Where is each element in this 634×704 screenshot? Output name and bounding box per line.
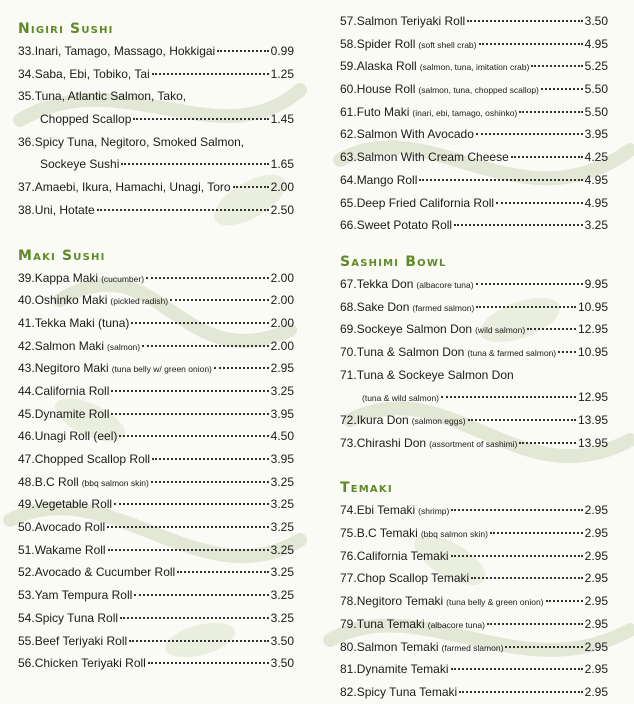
item-price: 2.95	[270, 361, 294, 376]
menu-item	[18, 199, 294, 222]
item-price: 10.95	[577, 299, 608, 314]
item-name: California Roll	[34, 383, 110, 398]
item-name: Sweet Potato Roll	[356, 218, 453, 233]
item-name: Inari, Tamago, Massago, Hokkigai	[34, 44, 216, 58]
item-price: 0.99	[270, 44, 294, 58]
item-price: 2.00	[270, 293, 294, 308]
item-price: 4.95	[584, 195, 608, 210]
item-number: 78.	[340, 594, 357, 609]
item-number: 45.	[18, 406, 35, 421]
item-number: 41.	[18, 315, 35, 330]
menu-item	[340, 146, 608, 169]
dot-leader	[152, 61, 269, 75]
menu-item	[340, 33, 608, 56]
item-name: Unagi Roll (eel)	[34, 429, 118, 444]
dot-leader	[121, 151, 268, 165]
item-number: 54.	[18, 610, 35, 625]
item-note: (tuna & wild salmon)	[362, 393, 440, 404]
menu-item	[340, 522, 608, 545]
menu-item	[18, 403, 294, 426]
item-price: 12.95	[577, 390, 608, 405]
menu-item	[340, 636, 608, 659]
menu-item	[18, 63, 294, 86]
item-price: 3.50	[584, 14, 608, 28]
section-title-nigiri: Nigiri Sushi	[18, 21, 114, 37]
menu-item	[340, 318, 608, 341]
item-price: 2.95	[584, 684, 608, 699]
menu-item	[340, 169, 608, 192]
item-price: 3.50	[270, 656, 294, 671]
item-number: 33.	[18, 44, 35, 58]
item-price: 3.95	[270, 406, 294, 421]
menu-item	[18, 652, 294, 675]
menu-item	[340, 214, 608, 237]
item-note: (wild salmon)	[475, 325, 526, 336]
item-price: 2.95	[584, 639, 608, 654]
menu-item	[340, 296, 608, 319]
item-price: 4.95	[584, 36, 608, 51]
item-name: Spicy Tuna, Negitoro, Smoked Salmon,	[34, 134, 245, 149]
item-name: Yam Tempura Roll	[34, 588, 133, 603]
item-number: 73.	[340, 435, 357, 450]
menu-item	[340, 78, 608, 101]
menu-item	[18, 289, 294, 312]
item-name: Tuna & Salmon Don	[356, 344, 465, 359]
item-number: 62.	[340, 127, 357, 142]
menu-item	[340, 10, 608, 33]
item-note: (cucumber)	[101, 273, 145, 284]
dot-leader	[490, 520, 583, 534]
item-price: 3.95	[270, 452, 294, 467]
dot-leader	[471, 565, 582, 579]
menu-item	[18, 312, 294, 335]
item-name: Chicken Teriyaki Roll	[34, 656, 146, 671]
menu-item	[340, 590, 608, 613]
menu-item	[340, 545, 608, 568]
item-price: 2.00	[270, 315, 294, 330]
item-number: 44.	[18, 383, 35, 398]
item-number: 69.	[340, 322, 357, 337]
item-name: Deep Fried California Roll	[356, 195, 495, 210]
item-note: (bbq salmon skin)	[81, 477, 149, 488]
dot-leader	[531, 53, 582, 67]
item-note: (shrimp)	[418, 506, 450, 517]
item-number: 47.	[18, 452, 35, 467]
item-name: Salmon With Cream Cheese	[356, 150, 509, 165]
item-note: (assortment of sashimi)	[429, 438, 518, 449]
dot-leader	[119, 423, 268, 437]
menu-item	[18, 584, 294, 607]
item-price: 3.25	[270, 474, 294, 489]
item-name: Tekka Maki (tuna)	[34, 315, 130, 330]
dot-leader	[505, 634, 582, 648]
section-title-sashimi: Sashimi Bowl	[340, 253, 447, 270]
item-number: 66.	[340, 218, 357, 233]
item-name: Kappa Maki	[34, 270, 99, 285]
menu-item	[340, 432, 608, 455]
item-note: (bbq salmon skin)	[420, 529, 488, 540]
item-number: 49.	[18, 497, 35, 512]
item-number: 48.	[18, 474, 35, 489]
dot-leader	[131, 310, 268, 324]
menu-item	[18, 131, 294, 176]
item-number: 77.	[340, 571, 357, 586]
item-number: 40.	[18, 293, 35, 308]
item-price: 2.00	[270, 270, 294, 285]
item-number: 53.	[18, 588, 35, 603]
dot-leader	[108, 537, 269, 551]
item-name: House Roll	[356, 82, 416, 97]
item-number: 50.	[18, 520, 35, 535]
item-note: (farmed salmon)	[412, 302, 475, 313]
dot-leader	[476, 121, 583, 135]
dot-leader	[476, 294, 576, 308]
menu-item	[18, 493, 294, 516]
item-name: Dynamite Temaki	[356, 662, 449, 677]
dot-leader	[111, 401, 268, 415]
dot-leader	[487, 611, 583, 625]
item-number: 70.	[340, 344, 357, 359]
menu-item	[340, 55, 608, 78]
dot-leader	[541, 76, 583, 90]
dot-leader	[134, 582, 268, 596]
item-number: 52.	[18, 565, 35, 580]
dot-leader	[114, 491, 269, 505]
menu-item	[340, 409, 608, 432]
item-name: Tuna, Atlantic Salmon, Tako,	[34, 89, 187, 104]
menu-item	[340, 364, 608, 409]
item-number: 37.	[18, 180, 35, 195]
item-price: 2.50	[270, 202, 294, 217]
item-price: 4.25	[584, 150, 608, 165]
menu-item	[340, 273, 608, 296]
item-name-line2: Chopped Scallop	[40, 112, 132, 127]
item-note: (salmon eggs)	[411, 416, 466, 427]
item-number: 51.	[18, 542, 35, 557]
menu-item	[18, 471, 294, 494]
item-price: 10.95	[577, 344, 608, 359]
dot-leader	[148, 650, 269, 664]
item-price: 3.25	[270, 610, 294, 625]
dot-leader	[107, 514, 268, 528]
dot-leader	[451, 656, 583, 670]
item-price: 3.25	[270, 497, 294, 512]
item-number: 61.	[340, 104, 357, 119]
item-name: Dynamite Roll	[34, 406, 110, 421]
item-price: 3.25	[270, 565, 294, 580]
item-number: 76.	[340, 548, 357, 563]
menu-item	[18, 607, 294, 630]
menu-item	[18, 85, 294, 130]
item-number: 82.	[340, 684, 357, 699]
item-price: 1.65	[270, 157, 294, 172]
item-price: 5.25	[584, 59, 608, 74]
item-number: 55.	[18, 633, 35, 648]
menu-item	[340, 613, 608, 636]
item-name: Amaebi, Ikura, Hamachi, Unagi, Toro	[34, 180, 231, 195]
item-number: 68.	[340, 299, 357, 314]
item-name: Sockeye Salmon Don	[356, 322, 473, 337]
item-number: 34.	[18, 66, 35, 81]
maki-continued-list	[340, 10, 608, 237]
dot-leader	[111, 378, 268, 392]
item-price: 2.95	[584, 594, 608, 609]
item-name: Beef Teriyaki Roll	[34, 633, 128, 648]
item-name: Uni, Hotate	[34, 202, 95, 217]
item-number: 64.	[340, 172, 357, 187]
dot-leader	[468, 407, 576, 421]
dot-leader	[441, 384, 576, 398]
item-name: Alaska Roll	[356, 59, 417, 74]
item-name: Tuna & Sockeye Salmon Don	[356, 367, 514, 382]
menu-item	[340, 658, 608, 681]
item-price: 13.95	[577, 413, 608, 428]
dot-leader	[451, 543, 583, 557]
right-column	[340, 0, 608, 704]
dot-leader	[170, 287, 269, 301]
item-number: 60.	[340, 82, 357, 97]
item-price: 3.25	[270, 383, 294, 398]
section-title-temaki: Temaki	[340, 480, 393, 497]
item-price: 5.50	[584, 82, 608, 97]
item-name: Wakame Roll	[34, 542, 106, 557]
dot-leader	[419, 167, 582, 181]
menu-item	[340, 192, 608, 215]
dot-leader	[519, 99, 582, 113]
item-price: 2.95	[584, 548, 608, 563]
item-price: 5.50	[584, 104, 608, 119]
item-name: Avocado & Cucumber Roll	[34, 565, 176, 580]
item-name: Salmon Maki	[34, 338, 105, 353]
menu-item	[18, 539, 294, 562]
item-price: 2.00	[270, 180, 294, 195]
dot-leader	[467, 8, 582, 22]
dot-leader	[454, 212, 583, 226]
item-name: Chirashi Don	[356, 435, 427, 450]
item-note: (tuna belly w/ green onion)	[111, 364, 212, 375]
item-number: 81.	[340, 662, 357, 677]
item-name: Sake Don	[356, 299, 410, 314]
dot-leader	[546, 588, 583, 602]
item-number: 65.	[340, 195, 357, 210]
item-number: 59.	[340, 59, 357, 74]
item-name: Oshinko Maki	[34, 293, 108, 308]
menu-item	[340, 681, 608, 704]
item-name: B.C Roll	[34, 474, 79, 489]
item-name: Avocado Roll	[34, 520, 106, 535]
item-note: (albacore tuna)	[427, 619, 485, 630]
item-name: Negitoro Temaki	[356, 594, 444, 609]
item-number: 38.	[18, 202, 35, 217]
item-name: Mango Roll	[356, 172, 418, 187]
sashimi-list	[340, 273, 608, 455]
item-name: Saba, Ebi, Tobiko, Tai	[34, 66, 150, 81]
item-number: 80.	[340, 639, 357, 654]
item-price: 3.95	[584, 127, 608, 142]
menu-item	[18, 40, 294, 63]
item-number: 42.	[18, 338, 35, 353]
item-note: (salmon)	[107, 341, 141, 352]
item-name: Spicy Tuna Temaki	[356, 684, 458, 699]
section-title-maki: Maki Sushi	[18, 247, 106, 264]
item-number: 58.	[340, 36, 357, 51]
item-price: 2.95	[584, 662, 608, 677]
item-note: (albacore tuna)	[416, 279, 474, 290]
menu-item	[18, 380, 294, 403]
menu-item	[18, 425, 294, 448]
item-price: 2.00	[270, 338, 294, 353]
item-number: 35.	[18, 89, 35, 104]
item-price: 4.50	[270, 429, 294, 444]
menu-item	[18, 176, 294, 199]
menu-item	[340, 101, 608, 124]
menu-item	[340, 341, 608, 364]
item-number: 79.	[340, 616, 357, 631]
dot-leader	[451, 497, 582, 511]
item-name: Vegetable Roll	[34, 497, 113, 512]
item-name: Salmon Teriyaki Roll	[356, 14, 466, 28]
menu-item	[18, 448, 294, 471]
dot-leader	[558, 339, 576, 353]
item-note: (tuna belly & green onion)	[446, 597, 544, 608]
dot-leader	[476, 271, 583, 285]
item-name: Salmon With Avocado	[356, 127, 474, 142]
item-price: 3.25	[270, 588, 294, 603]
item-number: 43.	[18, 361, 35, 376]
dot-leader	[233, 174, 269, 188]
item-name: Chop Scallop Temaki	[356, 571, 470, 586]
item-name: Spicy Tuna Roll	[34, 610, 119, 625]
item-number: 72.	[340, 413, 357, 428]
item-name: California Temaki	[356, 548, 449, 563]
item-name: Tuna Temaki	[356, 616, 425, 631]
item-note: (farmed slamon)	[441, 642, 504, 653]
item-name: Ebi Temaki	[356, 503, 416, 518]
item-name: Spider Roll	[356, 36, 416, 51]
dot-leader	[459, 679, 582, 693]
dot-leader	[511, 144, 583, 158]
item-number: 46.	[18, 429, 35, 444]
item-price: 13.95	[577, 435, 608, 450]
menu-item	[18, 267, 294, 290]
menu-item	[18, 335, 294, 358]
item-price: 1.25	[270, 66, 294, 81]
left-column	[18, 0, 294, 675]
item-note: (salmon, tuna, imitation crab)	[419, 62, 530, 73]
item-number: 39.	[18, 270, 35, 285]
item-price: 9.95	[584, 276, 608, 291]
item-number: 74.	[340, 503, 357, 518]
item-price: 2.95	[584, 526, 608, 541]
nigiri-list	[18, 40, 294, 222]
item-note: (soft shell crab)	[418, 39, 477, 50]
dot-leader	[146, 265, 269, 279]
menu-item	[18, 630, 294, 653]
item-number: 36.	[18, 134, 35, 149]
item-price: 2.95	[584, 503, 608, 518]
dot-leader	[142, 333, 269, 347]
item-price: 3.50	[270, 633, 294, 648]
menu-item	[18, 516, 294, 539]
item-price: 3.25	[270, 520, 294, 535]
item-name: Tekka Don	[356, 276, 414, 291]
item-number: 71.	[340, 367, 357, 382]
dot-leader	[479, 31, 583, 45]
item-name: Futo Maki	[356, 104, 410, 119]
item-number: 75.	[340, 526, 357, 541]
dot-leader	[527, 316, 576, 330]
menu-item	[340, 499, 608, 522]
dot-leader	[519, 430, 576, 444]
item-name: Salmon Temaki	[356, 639, 439, 654]
dot-leader	[177, 559, 268, 573]
item-note: (salmon, tuna, chopped scallop)	[418, 85, 539, 96]
item-note: (tuna & farmed salmon)	[467, 347, 557, 358]
item-price: 3.25	[584, 218, 608, 233]
item-number: 56.	[18, 656, 35, 671]
item-price: 4.95	[584, 172, 608, 187]
item-price: 2.95	[584, 616, 608, 631]
menu-item	[18, 357, 294, 380]
item-note: (pickled radish)	[110, 296, 169, 307]
temaki-list	[340, 499, 608, 703]
menu-item	[18, 561, 294, 584]
item-number: 63.	[340, 150, 357, 165]
dot-leader	[496, 190, 583, 204]
item-name: B.C Temaki	[356, 526, 418, 541]
dot-leader	[133, 106, 268, 120]
maki-list	[18, 267, 294, 675]
item-name: Negitoro Maki	[34, 361, 109, 376]
menu-item	[340, 567, 608, 590]
item-price: 3.25	[270, 542, 294, 557]
dot-leader	[152, 446, 269, 460]
item-name-line2: Sockeye Sushi	[40, 157, 120, 172]
item-price: 2.95	[584, 571, 608, 586]
dot-leader	[97, 197, 269, 211]
dot-leader	[129, 628, 268, 642]
dot-leader	[214, 355, 269, 369]
item-note: (inari, ebi, tamago, oshinko)	[412, 107, 518, 118]
menu-item	[340, 123, 608, 146]
item-price: 12.95	[577, 322, 608, 337]
dot-leader	[120, 605, 269, 619]
item-name: Chopped Scallop Roll	[34, 452, 151, 467]
item-name: Ikura Don	[356, 413, 409, 428]
item-number: 57.	[340, 14, 357, 28]
dot-leader	[151, 469, 269, 483]
dot-leader	[217, 38, 268, 52]
item-price: 1.45	[270, 112, 294, 127]
item-number: 67.	[340, 276, 357, 291]
